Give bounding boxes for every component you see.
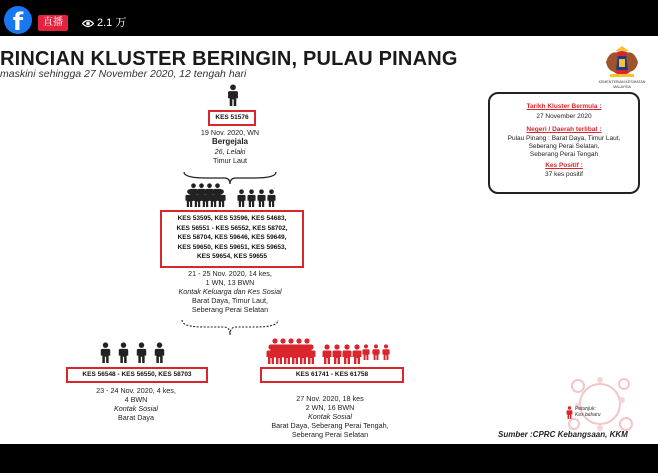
gen3-left-case-box: KES 56548 - KES 56550, KES 58703 [66,367,208,383]
gen2-summary-line: 21 - 25 Nov. 2020, 14 kes, [188,269,272,278]
brace-connector [180,318,280,338]
info-area-line: Pulau Pinang : Barat Daya, Timur Laut, [507,135,621,142]
person-icon [322,344,332,364]
person-icon [342,344,352,364]
gen3-left-summary-line: 23 - 24 Nov. 2020, 4 kes, [96,386,176,395]
legend-new-case-label: Kes baharu [575,412,601,418]
live-badge: 直播 [38,15,68,31]
info-area-line: Seberang Perai Tengah [529,151,599,158]
eye-icon [82,19,94,28]
video-bottom-bar [0,444,658,473]
gen3-left-contact-type: Kontak Sosial [114,404,158,413]
gen2-case-row: KES 59650, KES 59651, KES 59653, [177,243,287,251]
info-area-label: Negeri / Daerah terlibat : [526,126,602,133]
person-icon [352,344,362,364]
source-credit: Sumber :CPRC Kebangsaan, KKM [498,430,628,439]
person-icon [227,84,239,106]
gen3-left-summary-line: 4 BWN [124,395,148,404]
gen3-right-contact-type: Kontak Sosial [308,412,352,421]
view-count [82,15,126,31]
index-case-date: 19 Nov. 2020, WN [200,128,260,137]
slide-content [0,36,658,444]
person-icon [332,344,342,364]
cluster-info-box [488,92,640,194]
gen3-right-summary-line: 27 Nov. 2020, 18 kes [296,394,364,403]
legend-title: Petunjuk: [575,406,596,412]
info-positive-value: 37 kes positif [545,171,583,178]
gen2-case-row: KES 56551 - KES 56552, KES 58702, [176,224,288,232]
gen2-contact-type: Kontak Keluarga dan Kes Sosial [178,287,282,296]
person-icon [136,342,147,363]
slide-title: RINCIAN KLUSTER BERINGIN, PULAU PINANG [0,48,458,70]
legend-new-case-icon [566,406,573,419]
gen2-case-box [160,210,304,268]
gen3-right-location-line: Seberang Perai Selatan [291,430,369,439]
gen2-figures [185,183,285,209]
facebook-logo-icon[interactable]: f [4,6,32,34]
legend [575,406,601,418]
person-icon [247,189,256,207]
info-date-value: 27 November 2020 [536,113,592,120]
gen2-location-line: Barat Daya, Timur Laut, [192,296,268,305]
person-icon [118,342,129,363]
info-date-label: Tarikh Kluster Bermula : [526,103,602,110]
person-icon [257,189,266,207]
view-count-text: 2.1 万 [97,17,127,29]
virus-decoration-icon [560,366,640,440]
info-positive-label: Kes Positif : [545,162,583,169]
slide-subtitle: maskini sehingga 27 November 2020, 12 tengah hari [0,68,247,80]
person-icon [372,344,380,360]
gen2-case-row: KES 59654, KES 59655 [196,253,268,260]
gen2-case-row: KES 58704, KES 59646, KES 59649, [177,234,287,241]
gen2-summary-line: 1 WN, 13 BWN [205,278,255,287]
person-icon [237,189,246,207]
index-case-label: Bergejala [211,137,249,146]
info-area-line: Seberang Perai Selatan, [528,143,600,150]
gen3-right-summary-line: 2 WN, 16 BWN [305,403,355,412]
person-icon [302,338,312,358]
video-top-bar [0,0,658,36]
index-case-detail: 26, Lelaki [214,147,246,156]
gen3-right-location-line: Barat Daya, Seberang Perai Tengah, [271,421,389,430]
gen2-case-row: KES 53595, KES 53596, KES 54683, [177,215,287,222]
person-icon [382,344,390,360]
gen2-location-line: Seberang Perai Selatan [191,305,269,314]
person-icon [362,344,370,360]
gen3-left-location: Barat Daya [118,413,154,422]
person-icon [100,342,111,363]
gen3-right-figures [266,338,396,366]
crest-caption: KEMENTERIAN KESIHATAN MALAYSIA [598,80,646,89]
gen3-right-case-box: KES 61741 - KES 61758 [260,367,404,383]
person-icon [213,183,222,201]
index-case-location: Timur Laut [212,156,248,165]
ministry-crest-icon [602,44,642,80]
person-icon [154,342,165,363]
index-case-box: KES 51576 [208,110,256,126]
person-icon [267,189,276,207]
